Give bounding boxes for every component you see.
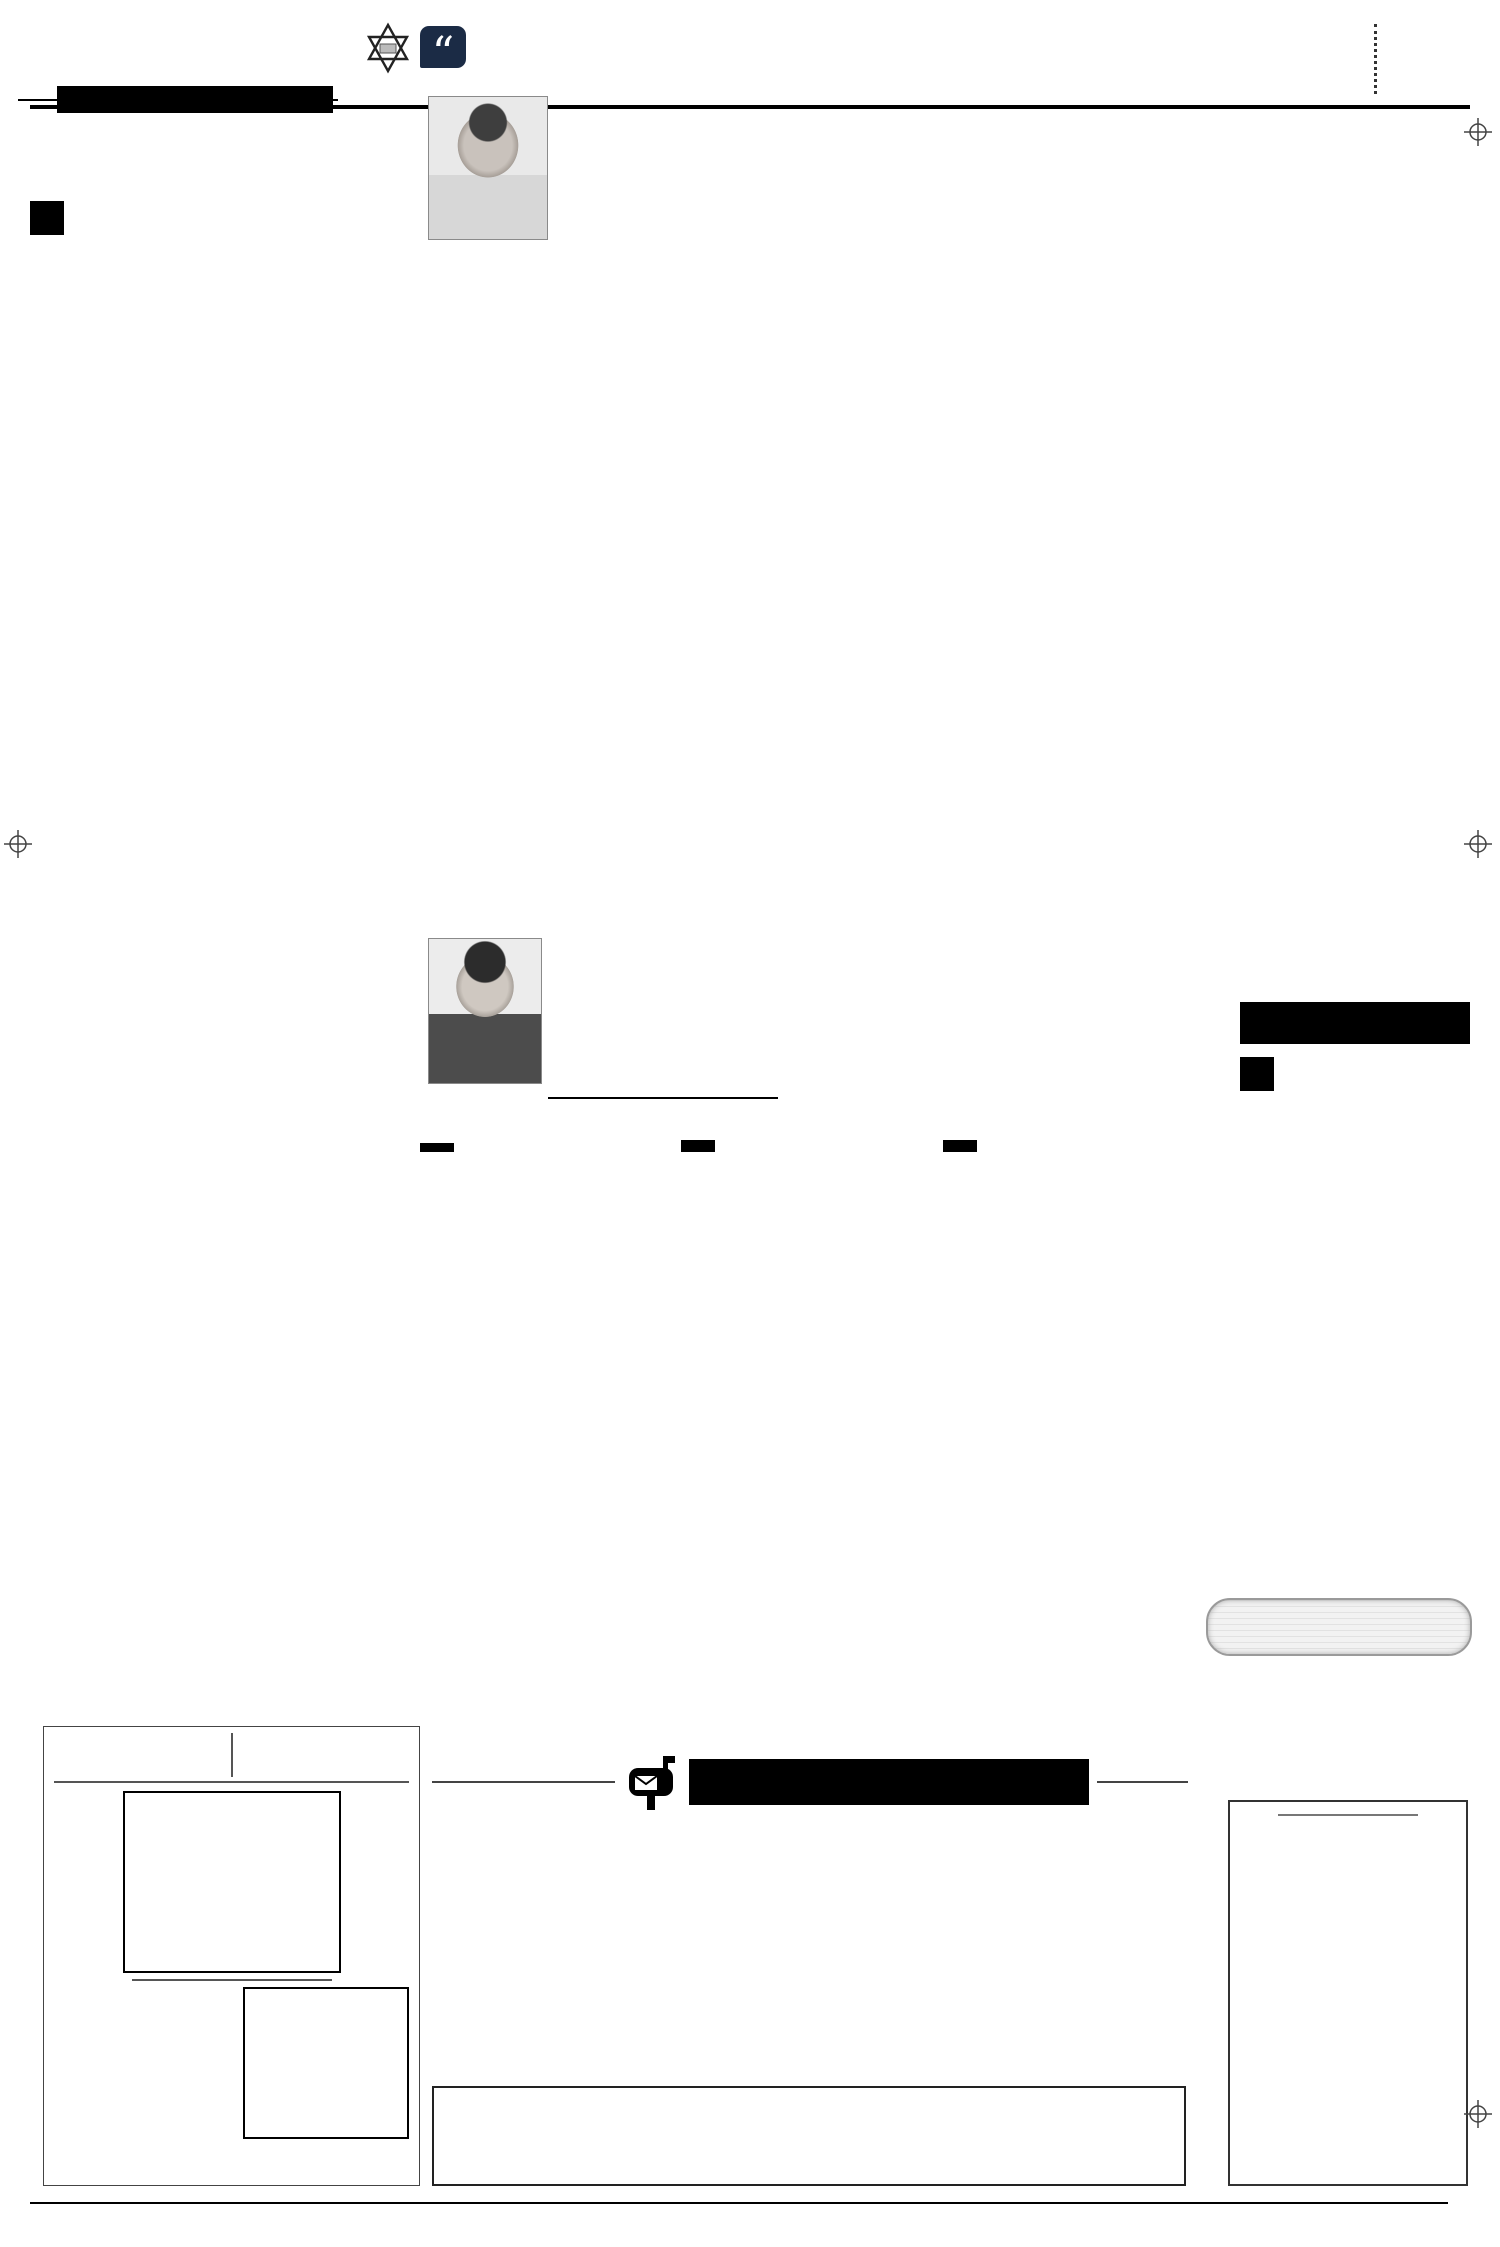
lead-intro <box>30 198 418 246</box>
naxal-dropcap <box>420 1140 977 1152</box>
banner-rule-left <box>432 1781 615 1783</box>
sudoku-instructions <box>54 1987 231 1993</box>
section-divider <box>1374 24 1377 94</box>
registration-crosshair <box>4 830 32 858</box>
sudoku-box <box>43 1726 420 2186</box>
ei-bharatare-dropcap <box>1240 1057 1274 1091</box>
lead-author-photo <box>428 96 548 240</box>
lead-dropcap <box>30 201 64 235</box>
header-rule <box>30 105 1470 109</box>
letters-banner-title <box>689 1759 1089 1805</box>
naxal-author-photo <box>428 938 542 1084</box>
sudoku-solution-grid <box>243 1987 409 2139</box>
naxal-body <box>420 1140 1188 1740</box>
chirantani-title <box>1278 1810 1418 1816</box>
main-body-continued <box>600 948 1188 1040</box>
chirantani-box <box>1228 1800 1468 2186</box>
registration-crosshair <box>1464 830 1492 858</box>
registration-crosshair <box>1464 118 1492 146</box>
quote-icon: “ <box>420 26 466 68</box>
ei-bharatare-body <box>1240 1054 1470 1560</box>
lead-body <box>30 275 590 1001</box>
star-icon <box>362 22 414 74</box>
naxal-byline <box>548 1094 778 1099</box>
main-body <box>600 196 1470 944</box>
sudoku-puzzle-grid[interactable] <box>123 1791 341 1973</box>
masthead <box>0 0 1500 115</box>
ei-bharatare-title <box>1240 1002 1470 1044</box>
color-calibration-strip <box>88 2216 1448 2232</box>
letters-section <box>432 1818 1188 2076</box>
years25-capsule <box>1206 1598 1472 1656</box>
letter2-body <box>823 1822 1188 2012</box>
letter-item <box>823 1818 1188 2076</box>
mailbox-icon <box>623 1754 681 1810</box>
contact-box <box>432 2086 1186 2186</box>
letters-banner <box>432 1756 1188 1808</box>
letter1-body <box>432 1822 797 1990</box>
footer-rule <box>30 2202 1448 2204</box>
years25-items <box>1208 1676 1468 1792</box>
lead-body-continued <box>30 1008 414 1684</box>
registration-crosshair <box>1464 2100 1492 2128</box>
letter-item <box>432 1818 797 2076</box>
banner-rule-right <box>1097 1781 1188 1783</box>
